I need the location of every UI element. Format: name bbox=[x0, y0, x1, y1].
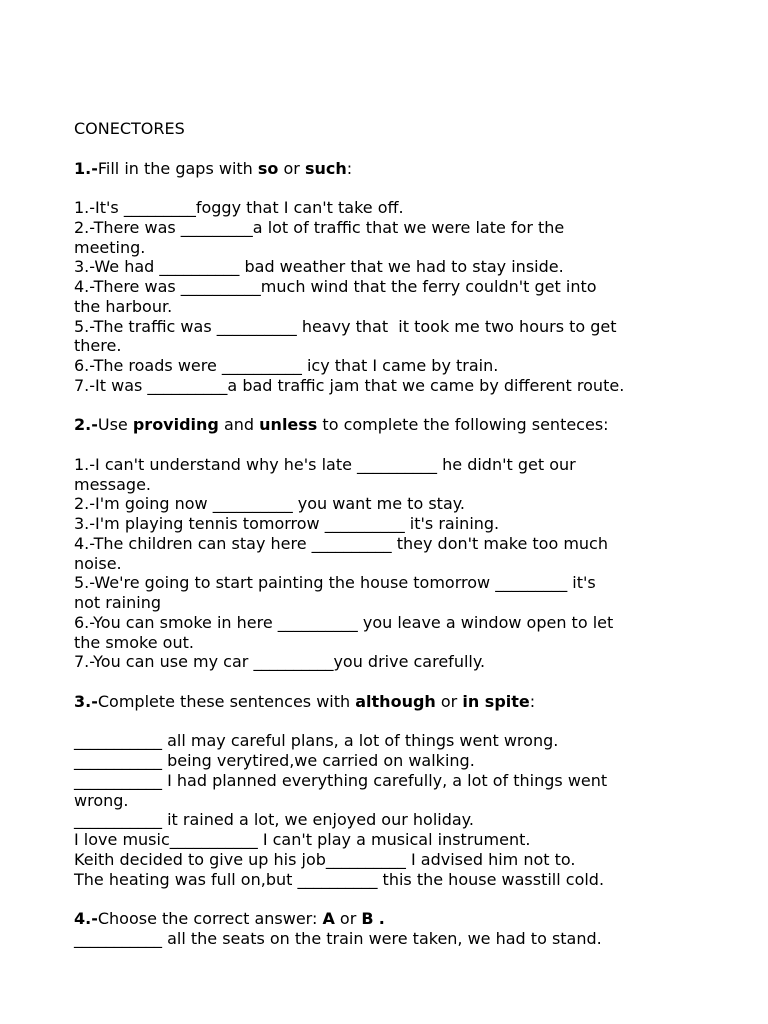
exercise-line: ___________ it rained a lot, we enjoyed our holiday. bbox=[74, 810, 474, 830]
exercise-line: 7.-It was __________a bad traffic jam that we came by different route. bbox=[74, 375, 625, 395]
exercise-line: The heating was full on,but __________ this the house wasstill cold. bbox=[74, 869, 605, 889]
exercise-line: 6.-You can smoke in here __________ you leave a window open to let bbox=[74, 612, 614, 632]
heading-text: or bbox=[334, 909, 362, 928]
exercise-line: ___________ all may careful plans, a lot of things went wrong. bbox=[74, 731, 559, 751]
exercise-line: 3.-We had __________ bad weather that we had to stay inside. bbox=[74, 257, 564, 277]
section-1-exercises bbox=[74, 198, 714, 396]
keyword: although bbox=[355, 691, 436, 711]
exercise-line: 1.-It's _________foggy that I can't take off. bbox=[74, 198, 404, 217]
exercise-line: message. bbox=[74, 474, 151, 494]
exercise-line: 4.-The children can stay here __________ they don't make too much bbox=[74, 533, 608, 553]
document-title: CONECTORES bbox=[74, 119, 185, 138]
exercise-line: ___________ being verytired,we carried on walking. bbox=[74, 751, 475, 770]
exercise-line: 4.-There was __________much wind that the ferry couldn't get into bbox=[74, 277, 597, 296]
section-4-heading bbox=[74, 909, 714, 929]
section-4-exercises bbox=[74, 929, 714, 949]
section-2-heading bbox=[74, 415, 714, 435]
exercise-line: ___________ I had planned everything carefully, a lot of things went bbox=[74, 770, 608, 790]
heading-text: Choose the correct answer: bbox=[97, 909, 323, 928]
exercise-line: there. bbox=[74, 336, 122, 356]
exercise-line: 5.-The traffic was __________ heavy that it took me two hours to get bbox=[74, 316, 617, 336]
exercise-line: 2.-I'm going now __________ you want me to stay. bbox=[74, 494, 466, 514]
heading-text: to complete the following senteces: bbox=[317, 415, 609, 435]
heading-text: or bbox=[435, 691, 463, 711]
keyword: B bbox=[361, 909, 374, 928]
heading-text: Fill in the gaps with bbox=[97, 158, 258, 178]
section-number: 2.- bbox=[74, 415, 98, 435]
section-number: 3.- bbox=[74, 691, 98, 711]
heading-text: and bbox=[218, 415, 260, 435]
section-3-heading bbox=[74, 692, 714, 712]
keyword: A bbox=[322, 909, 335, 928]
exercise-line: Keith decided to give up his job__________ I advised him not to. bbox=[74, 849, 576, 869]
exercise-line: the harbour. bbox=[74, 296, 173, 316]
exercise-line: 1.-I can't understand why he's late __________ he didn't get our bbox=[74, 454, 576, 474]
heading-text: : bbox=[346, 158, 353, 178]
keyword: providing bbox=[132, 415, 219, 435]
section-1-heading bbox=[74, 159, 714, 179]
exercise-line: 3.-I'm playing tennis tomorrow __________ it's raining. bbox=[74, 514, 500, 533]
section-3-exercises bbox=[74, 731, 714, 889]
exercise-line: noise. bbox=[74, 553, 122, 573]
section-number: 4.- bbox=[74, 909, 98, 928]
keyword: so bbox=[257, 158, 279, 178]
heading-text: Use bbox=[97, 415, 133, 435]
keyword: unless bbox=[259, 415, 318, 435]
exercise-line: the smoke out. bbox=[74, 632, 194, 652]
exercise-line: 7.-You can use my car __________you drive carefully. bbox=[74, 652, 486, 672]
exercise-line: 2.-There was _________a lot of traffic that we were late for the bbox=[74, 217, 565, 237]
exercise-line: ___________ all the seats on the train were taken, we had to stand. bbox=[74, 928, 602, 948]
keyword: in spite bbox=[462, 691, 530, 711]
exercise-line: 6.-The roads were __________ icy that I came by train. bbox=[74, 356, 499, 375]
exercise-line: not raining bbox=[74, 593, 161, 612]
keyword: such bbox=[304, 158, 347, 178]
exercise-line: 5.-We're going to start painting the house tomorrow _________ it's bbox=[74, 573, 596, 593]
heading-text: or bbox=[278, 158, 305, 178]
section-2-exercises bbox=[74, 455, 714, 672]
exercise-line: I love music___________ I can't play a musical instrument. bbox=[74, 830, 531, 849]
keyword: . bbox=[378, 909, 385, 928]
document-body bbox=[74, 119, 714, 949]
heading-text: Complete these sentences with bbox=[97, 691, 356, 711]
exercise-line: meeting. bbox=[74, 237, 146, 257]
section-number: 1.- bbox=[74, 158, 98, 178]
heading-text: : bbox=[529, 691, 536, 711]
exercise-line: wrong. bbox=[74, 790, 129, 810]
